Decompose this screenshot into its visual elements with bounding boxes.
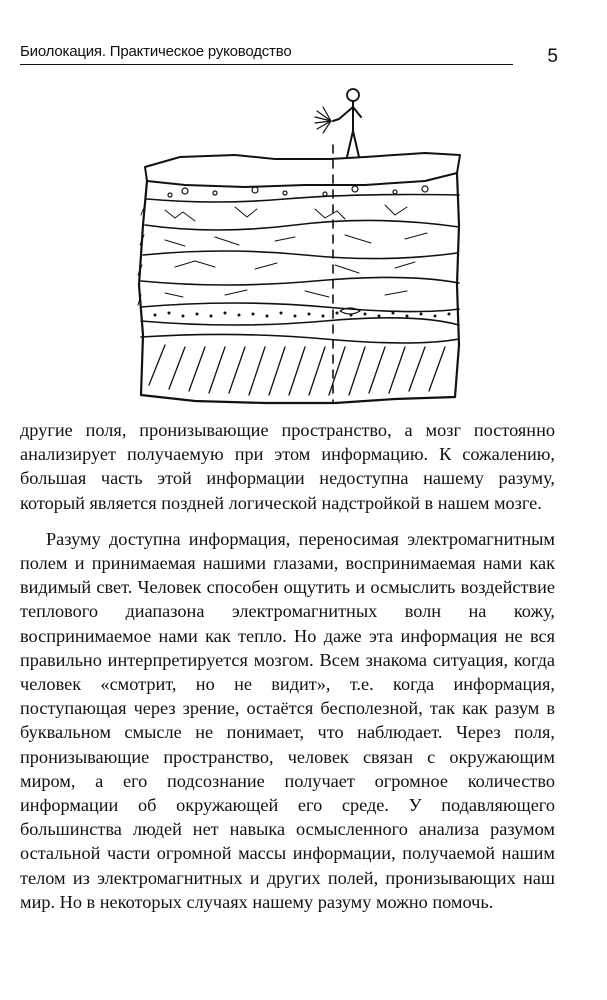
running-head-title: Биолокация. Практическое руководство — [20, 43, 292, 60]
paragraph: другие поля, пронизывающие пространство, а мозг постоянно анализирует получаемую при этом информацию. К сожалению, большая часть этой информации недоступна нашему разуму, который является поздней логической надстройкой в нашем мозге. — [20, 420, 555, 513]
geological-cross-section-figure — [125, 85, 495, 410]
running-head — [20, 43, 560, 65]
header-rule — [20, 64, 513, 65]
page-number: 5 — [547, 46, 558, 67]
body-text — [20, 418, 555, 914]
paragraph: Разуму доступна информация, переносимая электромагнитным полем и принимаемая нашими глазами, воспринимаемая нами как видимый свет. Человек способен ощутить и осмыслить воздействие теплового диапазона электромагнитных волн на кожу, воспринимаемое нами как тепло. Но даже эта информация не вся правильно интерпретируется мозгом. Всем знакома ситуация, когда человек «смотрит, но не видит», т.е. когда информация, поступающая через зрение, остаётся бесполезной, так как разум в буквальном смысле не понимает, что наблюдает. Через поля, пронизывающие пространство, человек связан с окружающим миром, а его подсознание получает огромное количество информации об окружающей его среде. У подавляющего большинства людей нет навыка осмысленного анализа разумом остальной части огромной массы информации, получаемой нашим телом из электромагнитных и других полей, пронизывающих наш мир. Но в некоторых случаях нашему разуму можно помочь. — [20, 528, 555, 912]
